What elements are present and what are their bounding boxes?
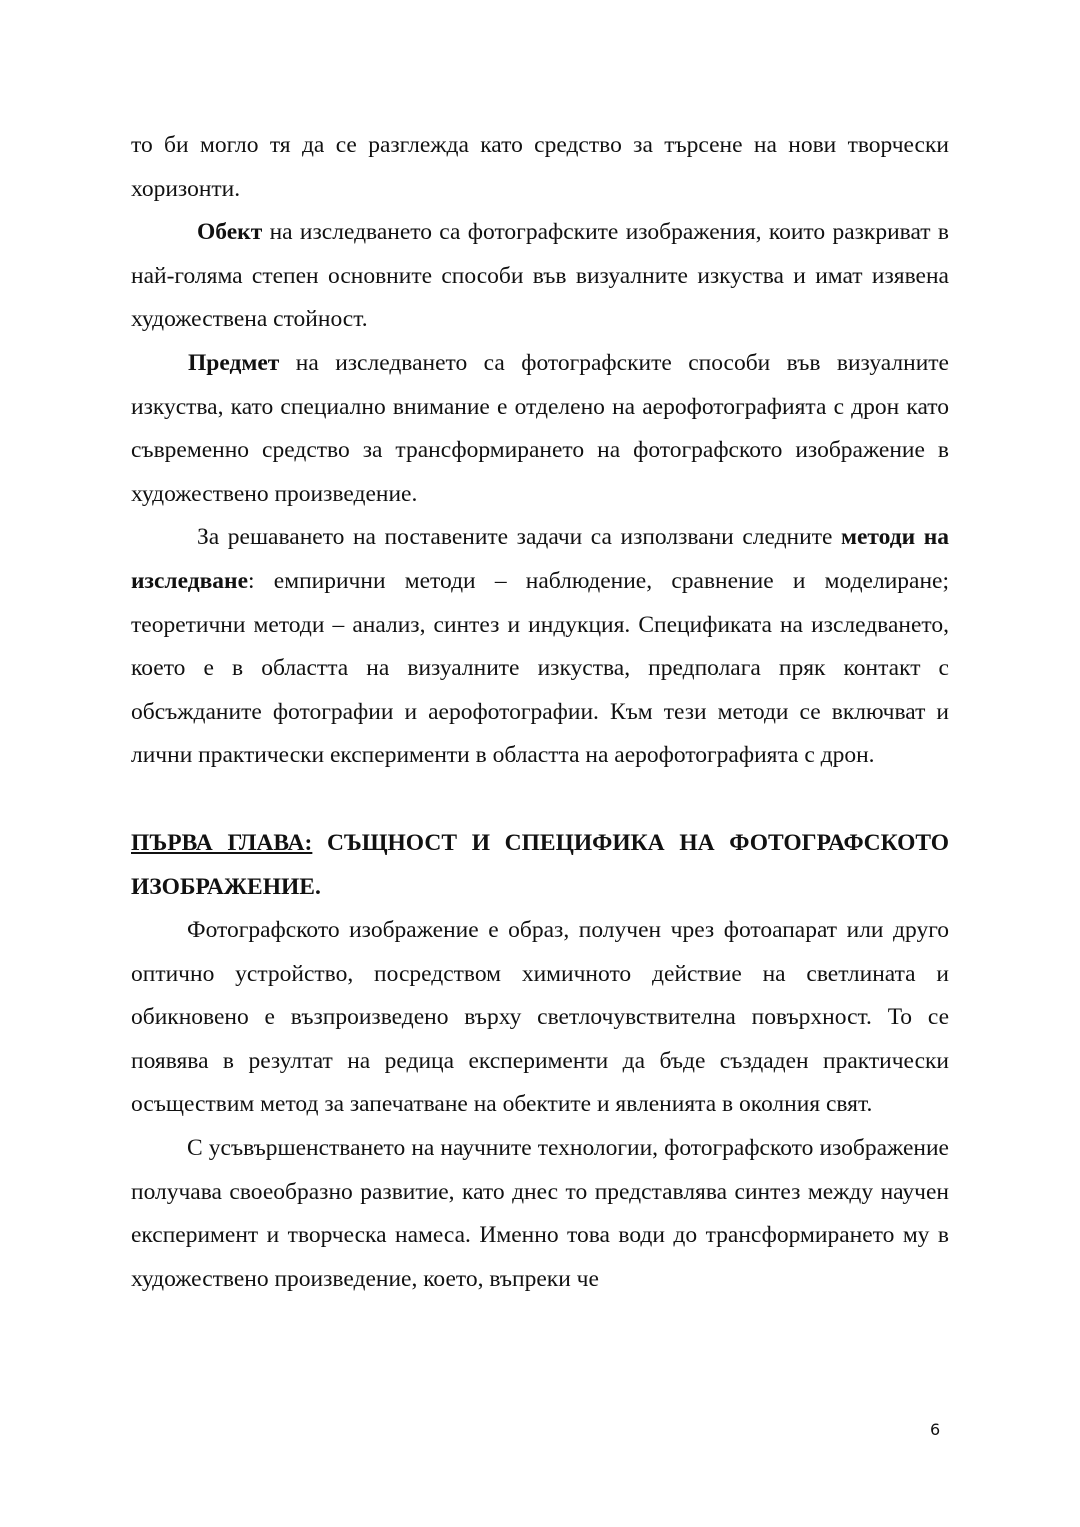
paragraph-subject-text: на изследването са фотографските способи във визуалните изкуства, като специално внимание е отделено на аерофотографията с дрон като съвременно средство за трансформирането на фотографското изображение в художествено произведение. bbox=[131, 349, 949, 507]
paragraph-methods-intro: За решаването на поставените задачи са използвани следните bbox=[197, 524, 841, 551]
chapter-heading-label: ПЪРВА ГЛАВА: bbox=[131, 829, 313, 856]
paragraph-subject bbox=[131, 342, 949, 516]
paragraph-continuation: то би могло тя да се разглежда като средство за търсене на нови творчески хоризонти. bbox=[131, 132, 949, 202]
paragraph-methods-text: : емпирични методи – наблюдение, сравнение и моделиране; теоретични методи – анализ, синтез и индукция. Спецификата на изследването, което е в областта на визуалните изкуства, предполага пряк контакт с обсъжданите фотографии и аерофотографии. Към тези методи се включват и лични практически експерименти в областта на аерофотографията с дрон. bbox=[131, 567, 949, 769]
chapter-heading-title: СЪЩНОСТ И СПЕЦИФИКА НА ФОТОГРАФСКОТО ИЗОБРАЖЕНИЕ. bbox=[131, 829, 949, 900]
term-subject: Предмет bbox=[188, 349, 280, 376]
term-object: Обект bbox=[197, 219, 263, 246]
body-text bbox=[131, 124, 949, 1301]
paragraph-definition: Фотографското изображение е образ, получен чрез фотоапарат или друго оптично устройство, посредством химичното действие на светлината и обикновено е възпроизведено върху светлочувствителна повърхност. То се появява в резултат на редица експерименти да бъде създаден практически осъществим метод за запечатване на обектите и явленията в околния свят. bbox=[131, 917, 949, 1118]
paragraph-object-text: на изследването са фотографските изображения, които разкриват в най-голяма степен основните способи във визуалните изкуства и имат изявена художествена стойност. bbox=[131, 219, 949, 333]
paragraph-development: С усъвършенстването на научните технологии, фотографското изображение получава своеобразно развитие, като днес то представлява синтез между научен експеримент и творческа намеса. Именно това води до трансформирането му в художествено произведение, което, въпреки че bbox=[131, 1135, 949, 1292]
term-methods: методи на изследване bbox=[131, 524, 949, 594]
paragraph-methods bbox=[131, 516, 949, 778]
paragraph-object bbox=[131, 211, 949, 342]
chapter-heading bbox=[131, 822, 949, 909]
page-number: 6 bbox=[930, 1420, 941, 1439]
